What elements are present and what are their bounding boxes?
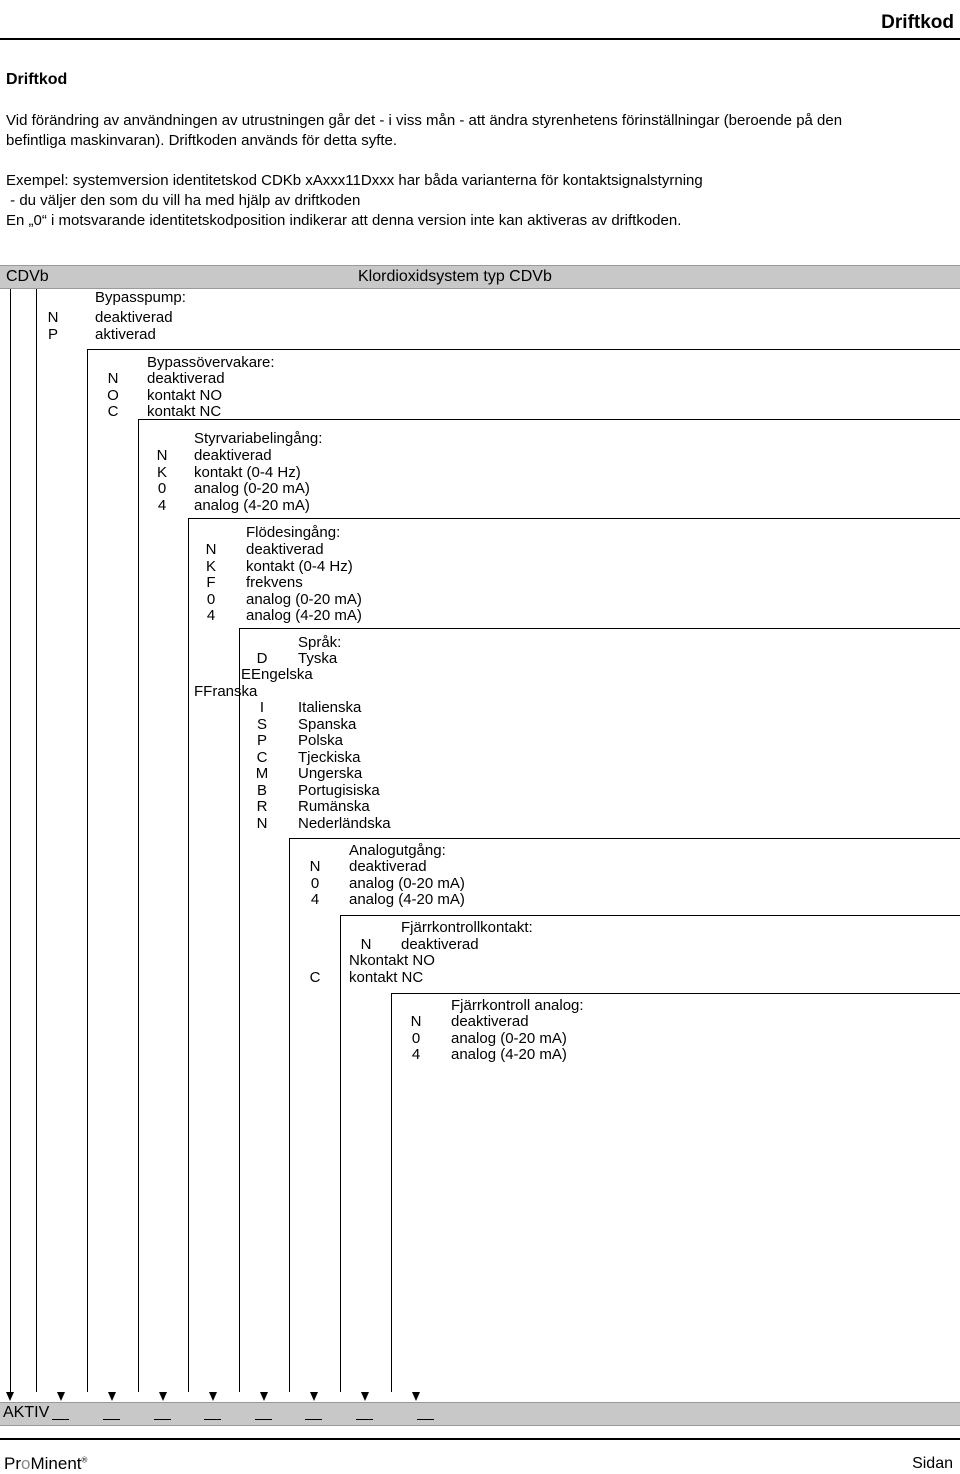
tree-line-4 xyxy=(188,518,189,1392)
code-blank xyxy=(204,1419,221,1420)
bypass-pump-heading: Bypasspump: xyxy=(95,289,186,306)
flow-input-labels: deaktiverad kontakt (0-4 Hz) frekvens analog (0-20 mA) analog (4-20 mA) xyxy=(246,541,362,624)
section-title: Driftkod xyxy=(6,71,68,88)
tree-line-8 xyxy=(391,993,392,1392)
arrow-down-icon xyxy=(412,1392,420,1401)
bypass-monitor-codes: N O C xyxy=(107,370,119,420)
brand-logo: ProMinent® xyxy=(4,1454,88,1473)
header-divider xyxy=(0,38,960,40)
intro-line-5: En „0“ i motsvarande identitetskodposition indikerar att denna version inte kan aktiveras av driftkoden. xyxy=(6,212,682,229)
flow-input-codes: N K F 0 4 xyxy=(205,541,217,624)
code-blank xyxy=(356,1419,373,1420)
language-label-d: Tyska xyxy=(298,650,338,667)
aktiv-band xyxy=(0,1402,960,1426)
bypass-monitor-labels: deaktiverad kontakt NO kontakt NC xyxy=(147,370,225,420)
remote-analog-labels: deaktiverad analog (0-20 mA) analog (4-20 mA) xyxy=(451,1013,567,1063)
remote-contact-code-n: N xyxy=(360,936,372,953)
tree-line-2 xyxy=(87,349,88,1392)
system-title: Klordioxidsystem typ CDVb xyxy=(358,268,552,285)
intro-line-2: befintliga maskinvaran). Driftkoden används för detta syfte. xyxy=(6,132,398,149)
tree-line-6 xyxy=(289,838,290,1392)
tree-hline-2 xyxy=(138,419,960,420)
tree-hline-7 xyxy=(391,993,960,994)
analog-output-labels: deaktiverad analog (0-20 mA) analog (4-20 mA) xyxy=(349,858,465,908)
intro-line-1: Vid förändring av användningen av utrustningen går det - i viss mån - att ändra styrenhetens förinställningar (beroende på den xyxy=(6,112,843,129)
intro-line-4: - du väljer den som du vill ha med hjälp av driftkoden xyxy=(6,192,361,209)
language-codes: I S P C M B R N xyxy=(255,699,269,832)
arrow-down-icon xyxy=(361,1392,369,1401)
analog-output-codes: N 0 4 xyxy=(309,858,321,908)
code-blank xyxy=(255,1419,272,1420)
language-line-e: EEngelska xyxy=(241,666,313,683)
control-input-labels: deaktiverad kontakt (0-4 Hz) analog (0-20 mA) analog (4-20 mA) xyxy=(194,447,310,514)
tree-line-1 xyxy=(36,289,37,1392)
control-input-heading: Styrvariabelingång: xyxy=(194,430,323,447)
page-label: Sidan xyxy=(912,1455,953,1472)
aktiv-label: AKTIV xyxy=(3,1404,50,1421)
tree-line-0 xyxy=(10,289,11,1392)
tree-hline-5 xyxy=(289,838,960,839)
language-code-d: D xyxy=(256,650,268,667)
tree-hline-4 xyxy=(239,628,960,629)
language-heading: Språk: xyxy=(298,634,342,651)
bypass-pump-codes: N P xyxy=(47,309,59,343)
remote-contact-code-c: C xyxy=(309,969,321,986)
tree-line-7 xyxy=(340,915,341,1392)
control-input-codes: N K 0 4 xyxy=(156,447,168,514)
code-blank xyxy=(305,1419,322,1420)
remote-contact-label-n: deaktiverad xyxy=(401,936,479,953)
tree-line-3 xyxy=(138,419,139,1392)
page-header-title: Driftkod xyxy=(881,12,954,33)
tree-hline-6 xyxy=(340,915,960,916)
remote-contact-heading: Fjärrkontrollkontakt: xyxy=(401,919,533,936)
bypass-monitor-heading: Bypassövervakare: xyxy=(147,354,275,371)
remote-analog-codes: N 0 4 xyxy=(410,1013,422,1063)
intro-line-3: Exempel: systemversion identitetskod CDKb xAxxx11Dxxx har båda varianterna för kontaktsignalstyrning xyxy=(6,172,703,189)
tree-hline-3 xyxy=(188,518,960,519)
code-blank xyxy=(417,1419,434,1420)
arrow-down-icon xyxy=(209,1392,217,1401)
language-line-f: FFranska xyxy=(194,683,258,700)
tree-line-5 xyxy=(239,628,240,1392)
remote-contact-label-c: kontakt NC xyxy=(349,969,424,986)
arrow-down-icon xyxy=(159,1392,167,1401)
arrow-down-icon xyxy=(310,1392,318,1401)
remote-analog-heading: Fjärrkontroll analog: xyxy=(451,997,584,1014)
tree-hline-1 xyxy=(87,349,960,350)
code-blank xyxy=(154,1419,171,1420)
language-labels: Italienska Spanska Polska Tjeckiska Ungerska Portugisiska Rumänska Nederländska xyxy=(298,699,391,832)
arrow-down-icon xyxy=(108,1392,116,1401)
footer-divider xyxy=(0,1438,960,1440)
system-code: CDVb xyxy=(6,268,49,285)
analog-output-heading: Analogutgång: xyxy=(349,842,446,859)
code-blank xyxy=(52,1419,69,1420)
code-blank xyxy=(103,1419,120,1420)
flow-input-heading: Flödesingång: xyxy=(246,524,341,541)
bypass-pump-labels: deaktiverad aktiverad xyxy=(95,309,173,343)
arrow-down-icon xyxy=(6,1392,14,1401)
arrow-down-icon xyxy=(260,1392,268,1401)
remote-contact-line-nk: Nkontakt NO xyxy=(349,952,435,969)
arrow-down-icon xyxy=(57,1392,65,1401)
